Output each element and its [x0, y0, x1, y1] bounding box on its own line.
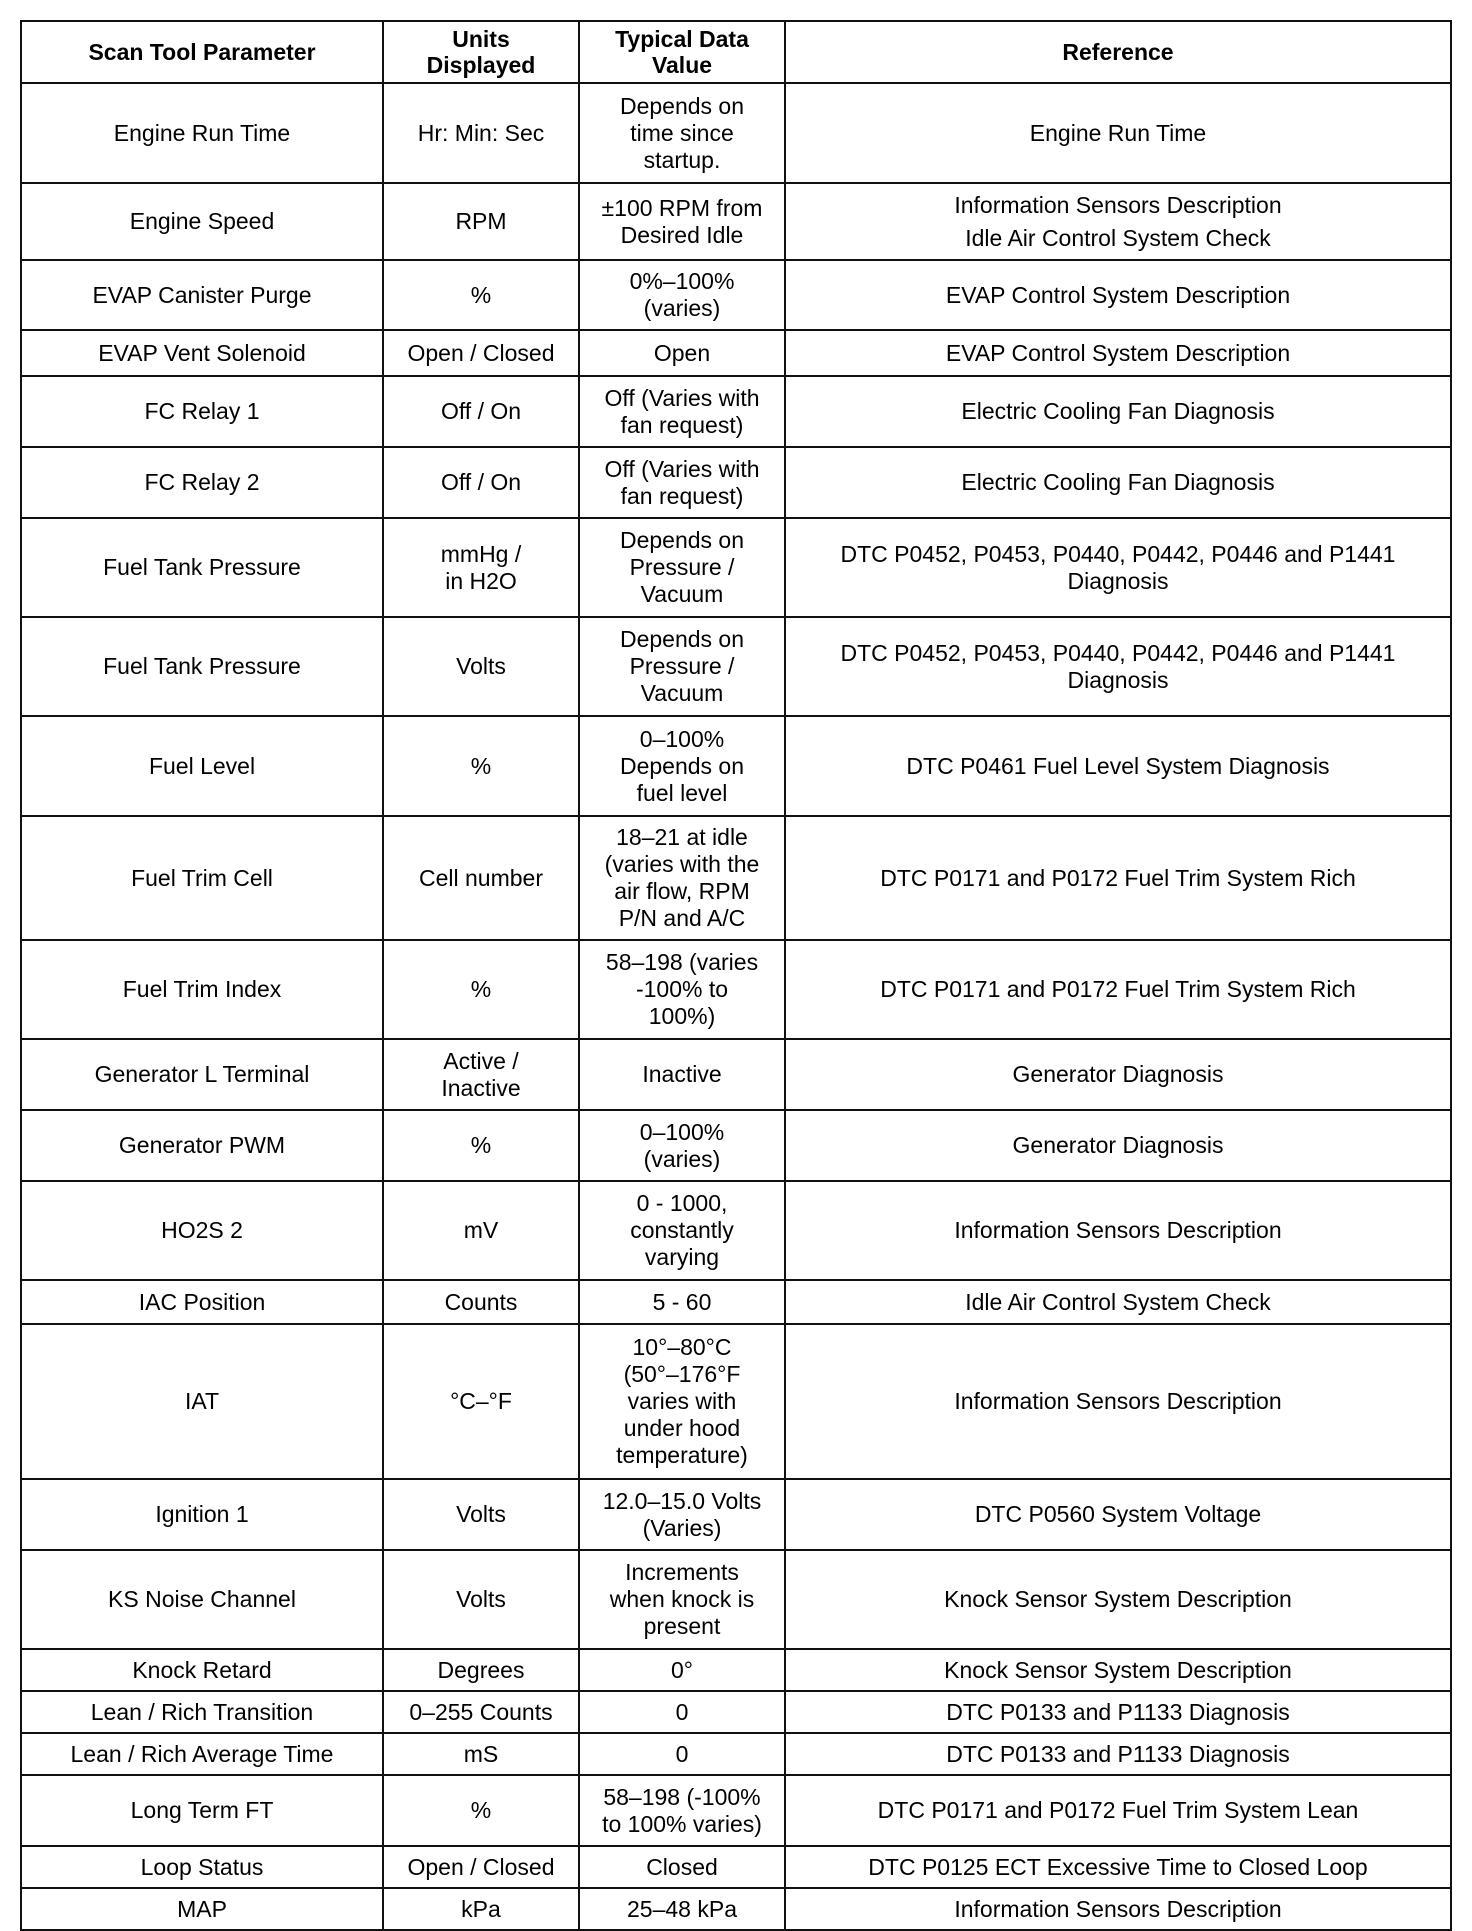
- header-reference: Reference: [785, 21, 1451, 83]
- table-row: [21, 447, 1451, 518]
- parameter-cell: Fuel Tank Pressure: [21, 518, 383, 617]
- table-row: [21, 1110, 1451, 1181]
- table-row: [21, 1775, 1451, 1846]
- table-row: [21, 260, 1451, 330]
- parameter-cell: Knock Retard: [21, 1649, 383, 1691]
- units-cell: mmHg / in H2O: [383, 518, 579, 617]
- table-row: [21, 376, 1451, 447]
- table-row: [21, 1550, 1451, 1649]
- reference-line: DTC P0452, P0453, P0440, P0442, P0446 and P1441 Diagnosis: [840, 639, 1396, 693]
- table-row: [21, 330, 1451, 376]
- units-cell: Active / Inactive: [383, 1039, 579, 1110]
- units-cell: Open / Closed: [383, 330, 579, 376]
- table-row: [21, 1039, 1451, 1110]
- parameter-cell: Fuel Level: [21, 716, 383, 816]
- reference-line: Information Sensors Description: [954, 191, 1282, 218]
- typical-value-cell: 5 - 60: [579, 1280, 785, 1324]
- table-row: [21, 183, 1451, 260]
- parameter-cell: Ignition 1: [21, 1479, 383, 1550]
- reference-cell: [785, 83, 1451, 183]
- units-cell: Open / Closed: [383, 1846, 579, 1888]
- reference-line: Generator Diagnosis: [1012, 1132, 1224, 1158]
- parameter-cell: EVAP Vent Solenoid: [21, 330, 383, 376]
- units-cell: kPa: [383, 1888, 579, 1930]
- typical-value-cell: 0–100% Depends on fuel level: [579, 716, 785, 816]
- reference-line: DTC P0171 and P0172 Fuel Trim System Lean: [877, 1797, 1359, 1823]
- reference-line: Information Sensors Description: [954, 1388, 1282, 1414]
- reference-line: Engine Run Time: [1029, 119, 1207, 146]
- table-row: [21, 940, 1451, 1039]
- reference-cell: [785, 1691, 1451, 1733]
- reference-line: Generator Diagnosis: [1012, 1061, 1224, 1087]
- typical-value-cell: 58–198 (varies -100% to 100%): [579, 940, 785, 1039]
- typical-value-cell: Off (Varies with fan request): [579, 376, 785, 447]
- reference-line: DTC P0171 and P0172 Fuel Trim System Rich: [880, 864, 1356, 891]
- typical-value-cell: Depends on Pressure / Vacuum: [579, 617, 785, 716]
- reference-cell: [785, 260, 1451, 330]
- parameter-cell: IAT: [21, 1324, 383, 1479]
- reference-cell: [785, 1324, 1451, 1479]
- units-cell: RPM: [383, 183, 579, 260]
- reference-line: Idle Air Control System Check: [965, 1288, 1271, 1315]
- reference-line: Electric Cooling Fan Diagnosis: [961, 398, 1275, 424]
- header-parameter: Scan Tool Parameter: [21, 21, 383, 83]
- reference-cell: [785, 1110, 1451, 1181]
- reference-line: Knock Sensor System Description: [944, 1656, 1292, 1683]
- parameter-cell: Fuel Trim Cell: [21, 816, 383, 940]
- units-cell: Volts: [383, 617, 579, 716]
- reference-cell: [785, 816, 1451, 940]
- parameter-cell: IAC Position: [21, 1280, 383, 1324]
- reference-line: Idle Air Control System Check: [965, 224, 1271, 251]
- units-cell: %: [383, 716, 579, 816]
- table-row: [21, 617, 1451, 716]
- typical-value-cell: 58–198 (-100% to 100% varies): [579, 1775, 785, 1846]
- table-header-row: [21, 21, 1451, 83]
- reference-cell: [785, 1888, 1451, 1930]
- scan-tool-data-table: [20, 20, 1452, 1931]
- reference-line: EVAP Control System Description: [945, 339, 1291, 366]
- units-cell: Off / On: [383, 376, 579, 447]
- table-row: [21, 1733, 1451, 1775]
- reference-line: DTC P0560 System Voltage: [974, 1501, 1262, 1527]
- typical-value-cell: Inactive: [579, 1039, 785, 1110]
- units-cell: %: [383, 1775, 579, 1846]
- units-cell: %: [383, 940, 579, 1039]
- typical-value-cell: 0–100% (varies): [579, 1110, 785, 1181]
- reference-cell: [785, 1479, 1451, 1550]
- parameter-cell: Engine Speed: [21, 183, 383, 260]
- typical-value-cell: Increments when knock is present: [579, 1550, 785, 1649]
- parameter-cell: EVAP Canister Purge: [21, 260, 383, 330]
- reference-cell: [785, 330, 1451, 376]
- reference-line: DTC P0461 Fuel Level System Diagnosis: [906, 752, 1330, 779]
- table-row: [21, 1846, 1451, 1888]
- table-row: [21, 1649, 1451, 1691]
- reference-line: Information Sensors Description: [954, 1217, 1282, 1243]
- parameter-cell: Fuel Trim Index: [21, 940, 383, 1039]
- typical-value-cell: 0: [579, 1691, 785, 1733]
- units-cell: mS: [383, 1733, 579, 1775]
- reference-line: DTC P0125 ECT Excessive Time to Closed Loop: [868, 1853, 1368, 1880]
- typical-value-cell: 18–21 at idle (varies with the air flow, RPM P/N and A/C: [579, 816, 785, 940]
- typical-value-cell: Closed: [579, 1846, 785, 1888]
- reference-cell: [785, 1846, 1451, 1888]
- table-row: [21, 1888, 1451, 1930]
- units-cell: °C–°F: [383, 1324, 579, 1479]
- table-row: [21, 518, 1451, 617]
- reference-cell: [785, 1550, 1451, 1649]
- parameter-cell: Generator PWM: [21, 1110, 383, 1181]
- units-cell: Cell number: [383, 816, 579, 940]
- parameter-table-page: [20, 20, 1450, 1922]
- parameter-cell: KS Noise Channel: [21, 1550, 383, 1649]
- reference-cell: [785, 1733, 1451, 1775]
- reference-cell: [785, 183, 1451, 260]
- parameter-cell: FC Relay 1: [21, 376, 383, 447]
- units-cell: 0–255 Counts: [383, 1691, 579, 1733]
- reference-line: Electric Cooling Fan Diagnosis: [961, 469, 1275, 495]
- reference-line: DTC P0133 and P1133 Diagnosis: [946, 1698, 1290, 1725]
- table-row: [21, 1479, 1451, 1550]
- typical-value-cell: ±100 RPM from Desired Idle: [579, 183, 785, 260]
- header-units: Units Displayed: [383, 21, 579, 83]
- typical-value-cell: 25–48 kPa: [579, 1888, 785, 1930]
- parameter-cell: Fuel Tank Pressure: [21, 617, 383, 716]
- typical-value-cell: 0 - 1000, constantly varying: [579, 1181, 785, 1280]
- reference-cell: [785, 1775, 1451, 1846]
- units-cell: %: [383, 1110, 579, 1181]
- units-cell: Degrees: [383, 1649, 579, 1691]
- typical-value-cell: 10°–80°C (50°–176°F varies with under hood temperature): [579, 1324, 785, 1479]
- reference-line: DTC P0452, P0453, P0440, P0442, P0446 and P1441 Diagnosis: [840, 540, 1396, 594]
- reference-cell: [785, 1039, 1451, 1110]
- typical-value-cell: 0: [579, 1733, 785, 1775]
- parameter-cell: HO2S 2: [21, 1181, 383, 1280]
- units-cell: mV: [383, 1181, 579, 1280]
- parameter-cell: FC Relay 2: [21, 447, 383, 518]
- reference-cell: [785, 376, 1451, 447]
- typical-value-cell: 0%–100% (varies): [579, 260, 785, 330]
- units-cell: Hr: Min: Sec: [383, 83, 579, 183]
- reference-line: DTC P0171 and P0172 Fuel Trim System Rich: [880, 976, 1356, 1002]
- table-row: [21, 816, 1451, 940]
- reference-cell: [785, 1181, 1451, 1280]
- reference-line: Knock Sensor System Description: [944, 1586, 1292, 1612]
- parameter-cell: Lean / Rich Average Time: [21, 1733, 383, 1775]
- reference-line: EVAP Control System Description: [945, 281, 1291, 308]
- typical-value-cell: Depends on time since startup.: [579, 83, 785, 183]
- parameter-cell: Loop Status: [21, 1846, 383, 1888]
- typical-value-cell: 0°: [579, 1649, 785, 1691]
- reference-cell: [785, 716, 1451, 816]
- table-row: [21, 1181, 1451, 1280]
- parameter-cell: Lean / Rich Transition: [21, 1691, 383, 1733]
- header-typical-value: Typical Data Value: [579, 21, 785, 83]
- typical-value-cell: Depends on Pressure / Vacuum: [579, 518, 785, 617]
- typical-value-cell: Off (Varies with fan request): [579, 447, 785, 518]
- parameter-cell: Engine Run Time: [21, 83, 383, 183]
- units-cell: Volts: [383, 1550, 579, 1649]
- reference-line: DTC P0133 and P1133 Diagnosis: [946, 1740, 1290, 1767]
- units-cell: Volts: [383, 1479, 579, 1550]
- table-row: [21, 716, 1451, 816]
- parameter-cell: MAP: [21, 1888, 383, 1930]
- reference-line: Information Sensors Description: [954, 1895, 1282, 1922]
- typical-value-cell: 12.0–15.0 Volts (Varies): [579, 1479, 785, 1550]
- units-cell: Off / On: [383, 447, 579, 518]
- table-row: [21, 1280, 1451, 1324]
- reference-cell: [785, 518, 1451, 617]
- table-row: [21, 1691, 1451, 1733]
- reference-cell: [785, 940, 1451, 1039]
- reference-cell: [785, 1280, 1451, 1324]
- reference-cell: [785, 617, 1451, 716]
- parameter-cell: Generator L Terminal: [21, 1039, 383, 1110]
- units-cell: Counts: [383, 1280, 579, 1324]
- reference-cell: [785, 447, 1451, 518]
- parameter-cell: Long Term FT: [21, 1775, 383, 1846]
- typical-value-cell: Open: [579, 330, 785, 376]
- table-row: [21, 83, 1451, 183]
- reference-cell: [785, 1649, 1451, 1691]
- table-row: [21, 1324, 1451, 1479]
- units-cell: %: [383, 260, 579, 330]
